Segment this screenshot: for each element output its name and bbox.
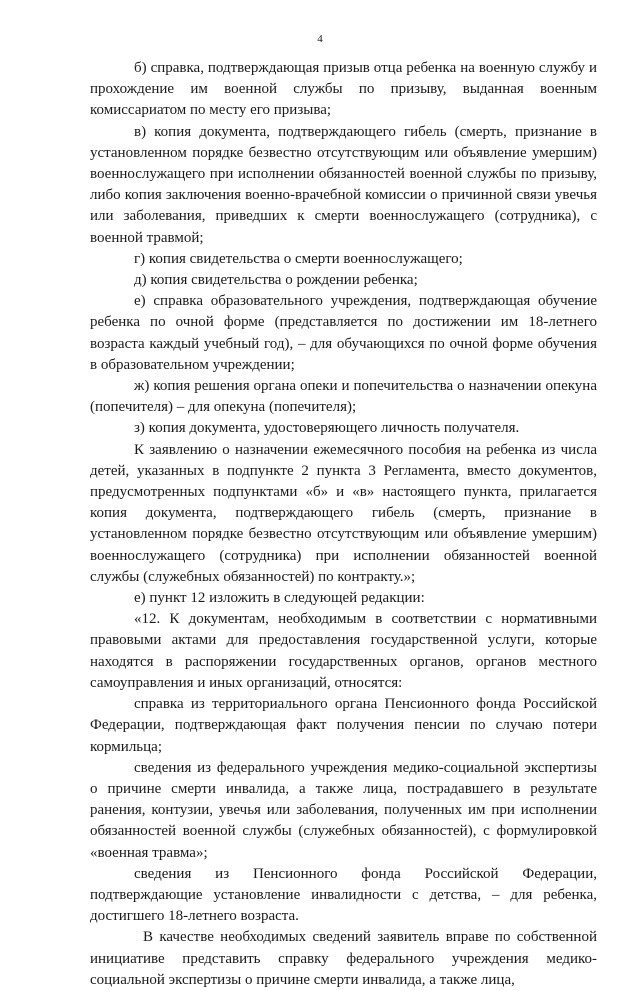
paragraph-z-identity-document: з) копия документа, удостоверяющего личность получателя. <box>134 420 520 437</box>
paragraph-clause-12-text: «12. К документам, необходимым в соответствии с нормативными правовыми актами для предоставления государственной услуги, которые находятся в распоряжении государственных органов, органов местного самоуправления и иных организаций, относятся: <box>90 611 597 691</box>
paragraph-contract-service-application: К заявлению о назначении ежемесячного пособия на ребенка из числа детей, указанных в подпункте 2 пункта 3 Регламента, вместо документов, предусмотренных подпунктами «б» и «в» настоящего пункта, прилагается копия документа, подтверждающего гибель (смерть, признание в установленном порядке безвестно отсутствующим или объявление умершим) военнослужащего (сотрудника) при исполнении обязанностей военной службы (служебных обязанностей) по контракту.»; <box>90 441 597 585</box>
paragraph-applicant-initiative: В качестве необходимых сведений заявитель вправе по собственной инициативе представить справку федерального учреждения медико-социальной экспертизы о причине смерти инвалида, а также лица, <box>90 929 597 988</box>
paragraph-pension-fund-certificate: справка из территориального органа Пенсионного фонда Российской Федерации, подтверждающая факт получения пенсии по случаю потери кормильца; <box>90 696 597 755</box>
paragraph-disability-info: сведения из Пенсионного фонда Российской Федерации, подтверждающие установление инвалидности с детства, – для ребенка, достигшего 18-летнего возраста. <box>90 865 597 925</box>
paragraph-g-death-certificate: г) копия свидетельства о смерти военнослужащего; <box>134 250 463 267</box>
page-number: 4 <box>317 33 323 45</box>
paragraph-zh-guardianship-decision: ж) копия решения органа опеки и попечительства о назначении опекуна (попечителя) – для опекуна (попечителя); <box>90 378 597 416</box>
paragraph-medical-expertise-info: сведения из федерального учреждения медико-социальной экспертизы о причине смерти инвалида, а также лица, пострадавшего в результате ранения, контузии, увечья или заболевания, полученных им при исполнении обязанностей военной службы (служебных обязанностей), с формулировкой «военная травма»; <box>90 759 597 861</box>
document-body <box>90 58 597 991</box>
paragraph-e-education-certificate: е) справка образовательного учреждения, подтверждающая обучение ребенка по очной форме (представляется по достижении им 18-летнего возраста каждый учебный год), – для обучающихся по очной форме обучения в образовательном учреждении; <box>90 293 597 373</box>
paragraph-b-father-conscription: б) справка, подтверждающая призыв отца ребенка на военную службу и прохождение им военной службы по призыву, выданная военным комиссариатом по месту его призыва; <box>90 60 597 119</box>
paragraph-d-birth-certificate: д) копия свидетельства о рождении ребенка; <box>134 272 418 289</box>
paragraph-v-death-document: в) копия документа, подтверждающего гибель (смерть, признание в установленном порядке безвестно отсутствующим или объявление умершим) военнослужащего при исполнении обязанностей военной службы по призыву, либо копия заключения военно-врачебной комиссии о причинной связи увечья или заболевания, приведших к смерти военнослужащего (сотрудника), с военной травмой; <box>90 123 597 246</box>
paragraph-e-clause-12-amendment: е) пункт 12 изложить в следующей редакции: <box>134 590 425 607</box>
